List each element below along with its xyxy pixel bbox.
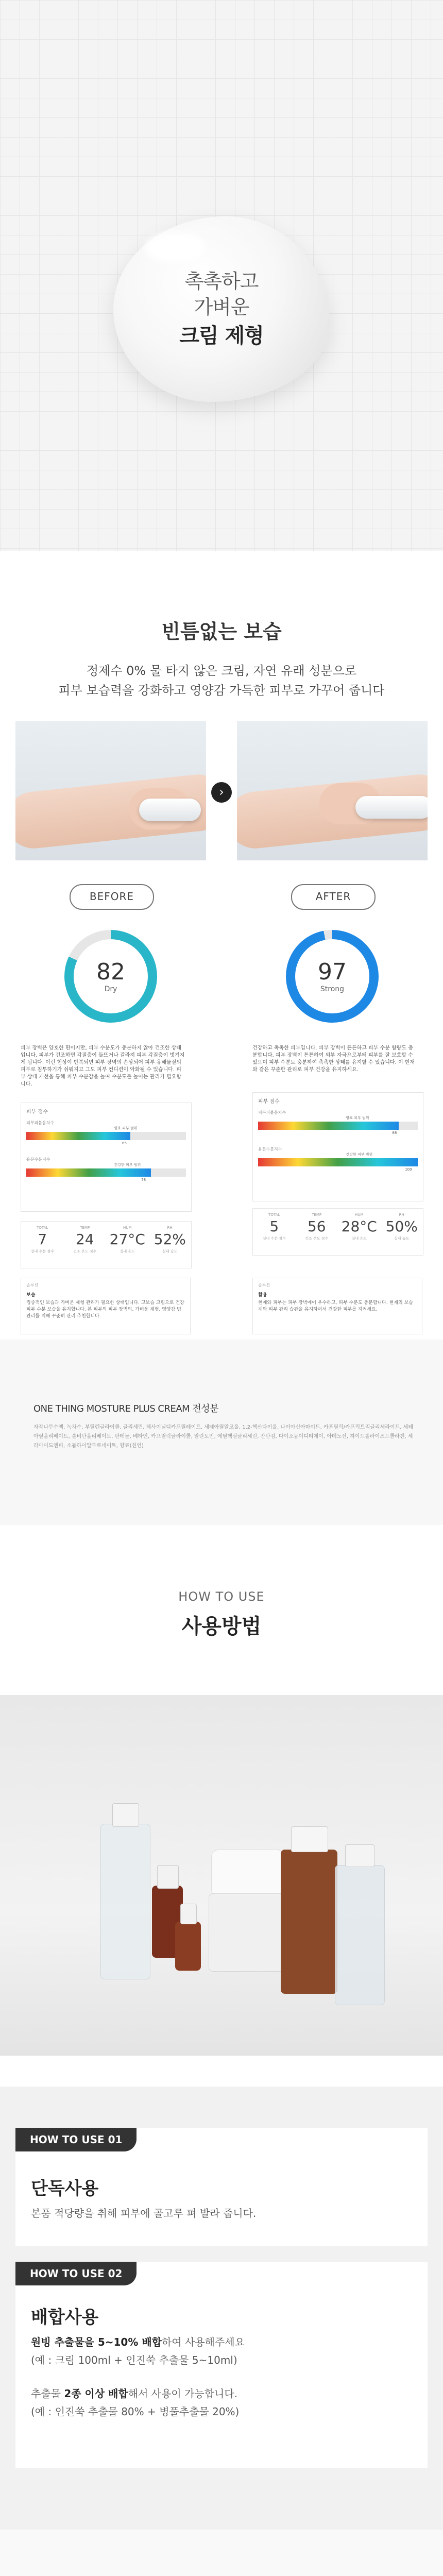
env-value: 7 xyxy=(38,1231,47,1248)
step-text: 원빙 추출물을 5~10% 배합하여 사용해주세요 xyxy=(31,2336,245,2348)
bar-marker: 양호 피부 범위 xyxy=(346,1116,369,1120)
bar-value: 88 xyxy=(392,1131,397,1135)
after-photo xyxy=(237,721,428,860)
chevron-right-icon: › xyxy=(211,782,232,803)
env-value: 50% xyxy=(385,1218,418,1235)
env-value: 56 xyxy=(307,1218,326,1235)
before-solution-note: 솔루션 보습 집중적인 보습과 가벼운 제형 관리가 필요한 상태입니다. 고보습 크림으로 건강 피부 수분 보습을 유지합니다. 본 피부의 피부 장벽의, 가벼운 제형, 영양감 범 관리를 위해 꾸준히 관리 추천합니다. xyxy=(21,1278,191,1334)
before-score-ring xyxy=(64,930,157,1023)
step-text: 추출물 2종 이상 배합해서 사용이 가능합니다. xyxy=(31,2387,238,2400)
after-bar-1 xyxy=(258,1122,399,1130)
after-description: 건강하고 촉촉한 피부입니다. 피부 장벽이 튼튼하고 피부 수분 함량도 충분합니다. 피부 장벽이 튼튼하여 외부 자극으로부터 피부를 잘 보호할 수 있으며 피부 수분도 충분하여 촉촉한 상태를 유지할 수 있습니다. 이 현재와 같은 꾸준한 관리로 피부 건강을 유지하세요. xyxy=(252,1045,415,1073)
env-value: 27°C xyxy=(109,1231,145,1248)
before-score-card xyxy=(21,1103,192,1212)
step-text: (예 : 크림 100ml + 인진쑥 추출물 5~10ml) xyxy=(31,2354,237,2366)
bar-marker: 건강한 피부 범위 xyxy=(114,1163,141,1167)
bar-value: 78 xyxy=(141,1178,146,1182)
step-heading: 단독사용 xyxy=(31,2178,99,2199)
after-score: 97 xyxy=(318,959,347,985)
how-to-use-title-ko: 사용방법 xyxy=(181,1615,262,1638)
before-photo xyxy=(15,721,206,860)
bar-label: 유분수분지수 xyxy=(26,1157,50,1162)
bar-value: 100 xyxy=(405,1167,412,1172)
after-bar-2 xyxy=(258,1158,418,1166)
bar-label: 피부피붙음치수 xyxy=(26,1121,55,1125)
after-score-card xyxy=(252,1092,423,1201)
how-to-use-steps xyxy=(0,2087,443,2530)
card-title: 피부 점수 xyxy=(26,1109,48,1115)
step-card-2 xyxy=(15,2262,428,2468)
how-to-use-hero xyxy=(0,1525,443,2087)
caution-section xyxy=(0,2530,443,2576)
before-after-section xyxy=(0,721,443,1278)
env-value: 5 xyxy=(269,1218,279,1235)
cream-highlight xyxy=(144,232,206,263)
env-value: 52% xyxy=(154,1231,186,1248)
step-text: 본품 적당량을 취해 피부에 골고루 펴 발라 줍니다. xyxy=(31,2207,257,2219)
step-card-1 xyxy=(15,2128,428,2246)
env-value: 28°C xyxy=(341,1218,377,1235)
bar-label: 유분수분지수 xyxy=(258,1147,282,1151)
ingredients-list: 자작나무수액, 녹차수, 부틸렌글라이콜, 글리세린, 헤사이닐디카프릴레이트, 세테아릴알코올, 1,2-헥산다이올, 나이아신아마이드, 카프릴릭/카프릭트리글리세라이드, 세테아릴올리베이트, 솔비탄올리베이트, 판테놀, 베타인, 카프릴릭글라이콜, 알란토인, 에틸헥실글리세린, 잔탄검, 다이소듐이디티에이, 아데노신, 하이드롤라이즈드콜라겐, 세라마이드엔피, 소듐하이알루로네이트, 향료(천연) xyxy=(33,1425,413,1449)
after-solution-note: 솔루션 활용 현재와 피부는 피부 장벽에이 우수하고, 피부 수분도 충분합니다. 현재의 보습제와 피부 관리 습관을 유지하여서 건강한 피부를 지켜세요. xyxy=(252,1278,422,1334)
before-environment-panel: TOTAL 7 실내 수분 점수 TEMP 24 건조 온도 점수 HUM 27°C 실내 온도 RH 52% 실내 습도 xyxy=(21,1221,192,1268)
after-status: Strong xyxy=(320,985,345,993)
section-subtitle-1: 정제수 0% 물 타지 않은 크림, 자연 유래 성분으로 xyxy=(86,664,357,678)
before-score: 82 xyxy=(96,959,125,985)
hero-line-3: 크림 제형 xyxy=(179,324,264,348)
bar-label: 피부피붙음치수 xyxy=(258,1110,286,1115)
solution-notes-section xyxy=(0,1278,443,1340)
moisture-heading-section xyxy=(0,551,443,721)
before-bar-2 xyxy=(26,1168,151,1177)
bar-marker: 양호 피부 범위 xyxy=(114,1126,138,1130)
before-label: BEFORE xyxy=(70,884,154,910)
step-tag: HOW TO USE 01 xyxy=(15,2128,137,2151)
product-lineup-photo xyxy=(0,1695,443,2056)
before-status: Dry xyxy=(104,985,117,993)
after-score-ring xyxy=(286,930,379,1023)
step-heading: 배합사용 xyxy=(31,2307,99,2328)
step-text: (예 : 인진쑥 추출물 80% + 병풀추출물 20%) xyxy=(31,2405,240,2418)
env-value: 24 xyxy=(75,1231,94,1248)
before-bar-1 xyxy=(26,1132,130,1140)
hero-line-2: 가벼운 xyxy=(194,296,249,318)
section-title: 빈틈없는 보습 xyxy=(161,620,282,643)
hero-line-1: 촉촉하고 xyxy=(184,270,259,293)
after-environment-panel: TOTAL 5 실내 수분 점수 TEMP 56 건조 온도 점수 HUM 28°C 실내 온도 RH 50% 실내 습도 xyxy=(252,1208,423,1256)
bar-value: 65 xyxy=(122,1141,127,1145)
ingredients-title: ONE THING MOSTURE PLUS CREAM 전성분 xyxy=(33,1403,219,1414)
bar-marker: 건강한 피부 범위 xyxy=(346,1153,373,1157)
hero-texture-section xyxy=(0,0,443,551)
how-to-use-title-en: HOW TO USE xyxy=(178,1589,265,1604)
before-description: 피부 장벽은 양호한 편이지만, 피부 수분도가 충분하지 않아 건조한 상태입니다. 피부가 건조하면 각질층이 들뜨거나 갈라져 피부 각질층이 벗겨지게 됩니다. 이런 현상이 반복되면 피부 장벽의 손상되어 피부 유해물질의 피부로 침투하기가 쉬워지고 그도 피부 컨디션이 악화될 수 있습니다. 피부 상태 개선을 통해 피부 수분감을 높여 수분도를 높이는 관리가 필요합니다. xyxy=(21,1045,185,1087)
card-title: 피부 점수 xyxy=(258,1099,280,1105)
ingredients-section xyxy=(0,1340,443,1525)
after-label: AFTER xyxy=(291,884,376,910)
section-subtitle-2: 피부 보습력을 강화하고 영양감 가득한 피부로 가꾸어 줍니다 xyxy=(58,683,385,698)
step-tag: HOW TO USE 02 xyxy=(15,2262,137,2285)
